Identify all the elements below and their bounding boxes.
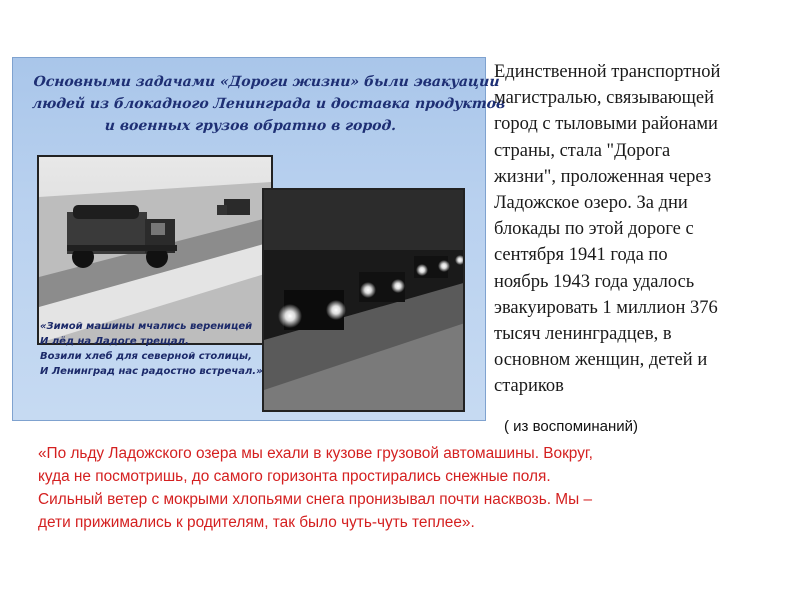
caption-line: людей из блокадного Ленинграда и доставка продуктов [31, 96, 506, 112]
poem-line: И лёд на Ладоге трещал. [40, 336, 189, 347]
paragraph-line: тысяч ленинградцев, в [494, 324, 672, 345]
poem-line: Возили хлеб для северной столицы, [40, 351, 252, 362]
quote-line: Сильный ветер с мокрыми хлопьями снега пронизывал почти насквозь. Мы – [38, 491, 593, 508]
main-paragraph [494, 59, 784, 400]
paragraph-line: Ладожское озеро. За дни [494, 193, 688, 214]
poem-line: И Ленинград нас радостно встречал.» [40, 366, 263, 377]
quote-line: дети прижимались к родителям, так было чуть-чуть теплее». [38, 514, 475, 531]
caption-line: Основными задачами «Дороги жизни» были эвакуации [32, 74, 501, 90]
paragraph-line: блокады по этой дороге с [494, 219, 694, 240]
paragraph-line: эвакуировать 1 миллион 376 [494, 297, 718, 318]
paragraph-line: стариков [494, 376, 564, 397]
paragraph-line: Единственной транспортной [494, 62, 721, 82]
night-convoy-photo [262, 188, 465, 412]
paragraph-line: страны, стала "Дорога [494, 140, 671, 161]
paragraph-line: город с тыловыми районами [494, 114, 718, 135]
memoir-quote [38, 442, 778, 534]
panel-caption [30, 71, 506, 137]
paragraph-line: основном женщин, детей и [494, 350, 708, 371]
poem-caption [40, 319, 290, 379]
paragraph-line: жизни", проложенная через [494, 166, 712, 187]
source-note: ( из воспоминаний) [504, 418, 639, 435]
quote-line: куда не посмотришь, до самого горизонта простирались снежные поля. [38, 468, 551, 485]
paragraph-line: сентября 1941 года по [494, 245, 668, 266]
quote-line: «По льду Ладожского озера мы ехали в кузове грузовой автомашины. Вокруг, [38, 445, 593, 462]
poem-line: «Зимой машины мчались вереницей [40, 321, 253, 332]
paragraph-line: ноябрь 1943 года удалось [494, 271, 695, 292]
day-convoy-photo [37, 155, 273, 345]
paragraph-line: магистралью, связывающей [494, 88, 714, 109]
caption-line: и военных грузов обратно в город. [104, 118, 397, 134]
